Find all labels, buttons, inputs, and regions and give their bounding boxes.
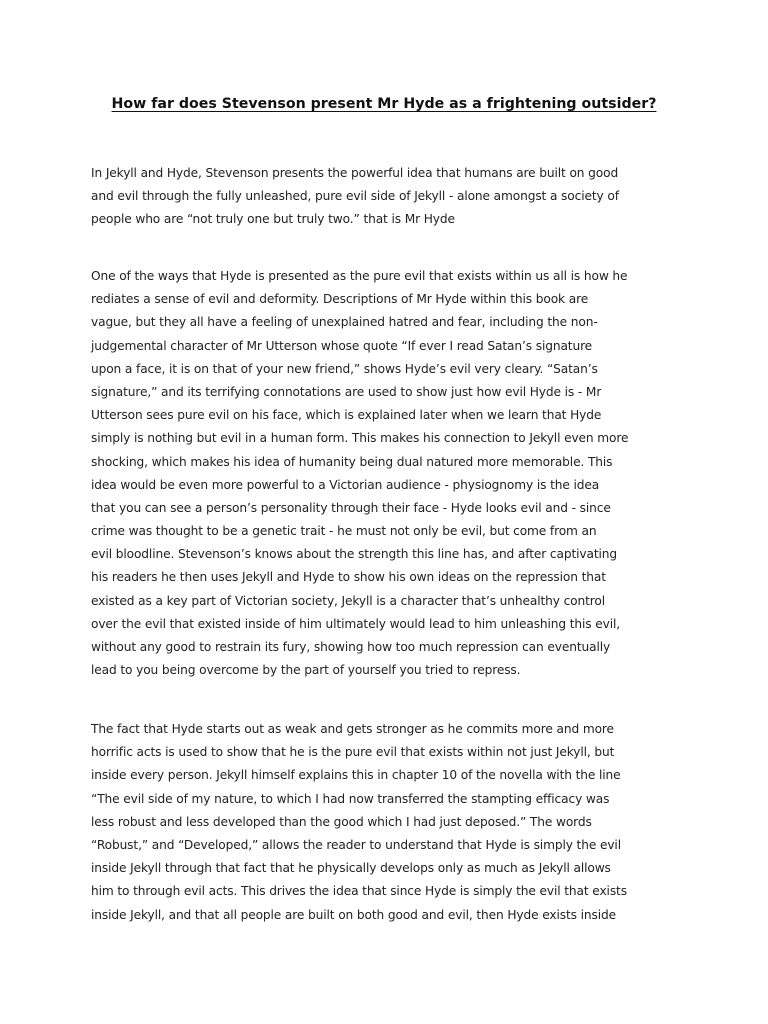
paragraph-intro xyxy=(91,162,691,232)
text-line: inside Jekyll, and that all people are built on both good and evil, then Hyde exists inside xyxy=(91,907,616,922)
text-line: signature,” and its terrifying connotations are used to show just how evil Hyde is - Mr xyxy=(91,384,602,399)
text-line: upon a face, it is on that of your new friend,” shows Hyde’s evil very cleary. “Satan’s xyxy=(91,361,598,376)
paragraph-body-2 xyxy=(91,718,691,927)
text-line: people who are “not truly one but truly two.” that is Mr Hyde xyxy=(91,212,455,227)
text-line: less robust and less developed than the good which I had just deposed.” The words xyxy=(91,814,592,829)
text-line: existed as a key part of Victorian society, Jekyll is a character that’s unhealthy control xyxy=(91,593,606,608)
text-line: vague, but they all have a feeling of unexplained hatred and fear, including the non- xyxy=(91,315,598,330)
text-line: over the evil that existed inside of him ultimately would lead to him unleashing this evil, xyxy=(91,616,621,631)
document-title: How far does Stevenson present Mr Hyde as a frightening outsider? xyxy=(111,96,657,112)
text-line: that you can see a person’s personality through their face - Hyde looks evil and - since xyxy=(91,500,611,515)
text-line: evil bloodline. Stevenson’s knows about the strength this line has, and after captivating xyxy=(91,547,617,562)
text-line: idea would be even more powerful to a Victorian audience - physiognomy is the idea xyxy=(91,477,600,492)
text-line: rediates a sense of evil and deformity. Descriptions of Mr Hyde within this book are xyxy=(91,292,589,307)
text-line: lead to you being overcome by the part of yourself you tried to repress. xyxy=(91,663,521,678)
text-line: Utterson sees pure evil on his face, which is explained later when we learn that Hyde xyxy=(91,408,602,423)
text-line: “Robust,” and “Developed,” allows the reader to understand that Hyde is simply the evil xyxy=(91,837,621,852)
text-line: without any good to restrain its fury, showing how too much repression can eventually xyxy=(91,640,611,654)
text-line: In Jekyll and Hyde, Stevenson presents the powerful idea that humans are built on good xyxy=(91,166,619,180)
text-line: shocking, which makes his idea of humanity being dual natured more memorable. This xyxy=(91,454,613,469)
text-line: “The evil side of my nature, to which I had now transferred the stampting efficacy was xyxy=(91,791,610,806)
text-line: simply is nothing but evil in a human form. This makes his connection to Jekyll even more xyxy=(91,431,629,446)
text-line: inside Jekyll through that fact that he physically develops only as much as Jekyll allows xyxy=(91,861,611,876)
text-line: The fact that Hyde starts out as weak and gets stronger as he commits more and more xyxy=(91,722,614,736)
text-line: and evil through the fully unleashed, pure evil side of Jekyll - alone amongst a society of xyxy=(91,189,619,204)
paragraph-body-1 xyxy=(91,265,691,682)
text-line: crime was thought to be a genetic trait - he must not only be evil, but come from an xyxy=(91,524,597,539)
text-line: horrific acts is used to show that he is the pure evil that exists within not just Jekyll, but xyxy=(91,745,615,760)
text-line: his readers he then uses Jekyll and Hyde to show his own ideas on the repression that xyxy=(91,570,606,585)
text-line: judgemental character of Mr Utterson whose quote “If ever I read Satan’s signature xyxy=(91,338,593,353)
text-line: One of the ways that Hyde is presented as the pure evil that exists within us all is how he xyxy=(91,269,628,283)
text-line: him to through evil acts. This drives the idea that since Hyde is simply the evil that exists xyxy=(91,884,627,899)
text-line: inside every person. Jekyll himself explains this in chapter 10 of the novella with the line xyxy=(91,768,621,783)
